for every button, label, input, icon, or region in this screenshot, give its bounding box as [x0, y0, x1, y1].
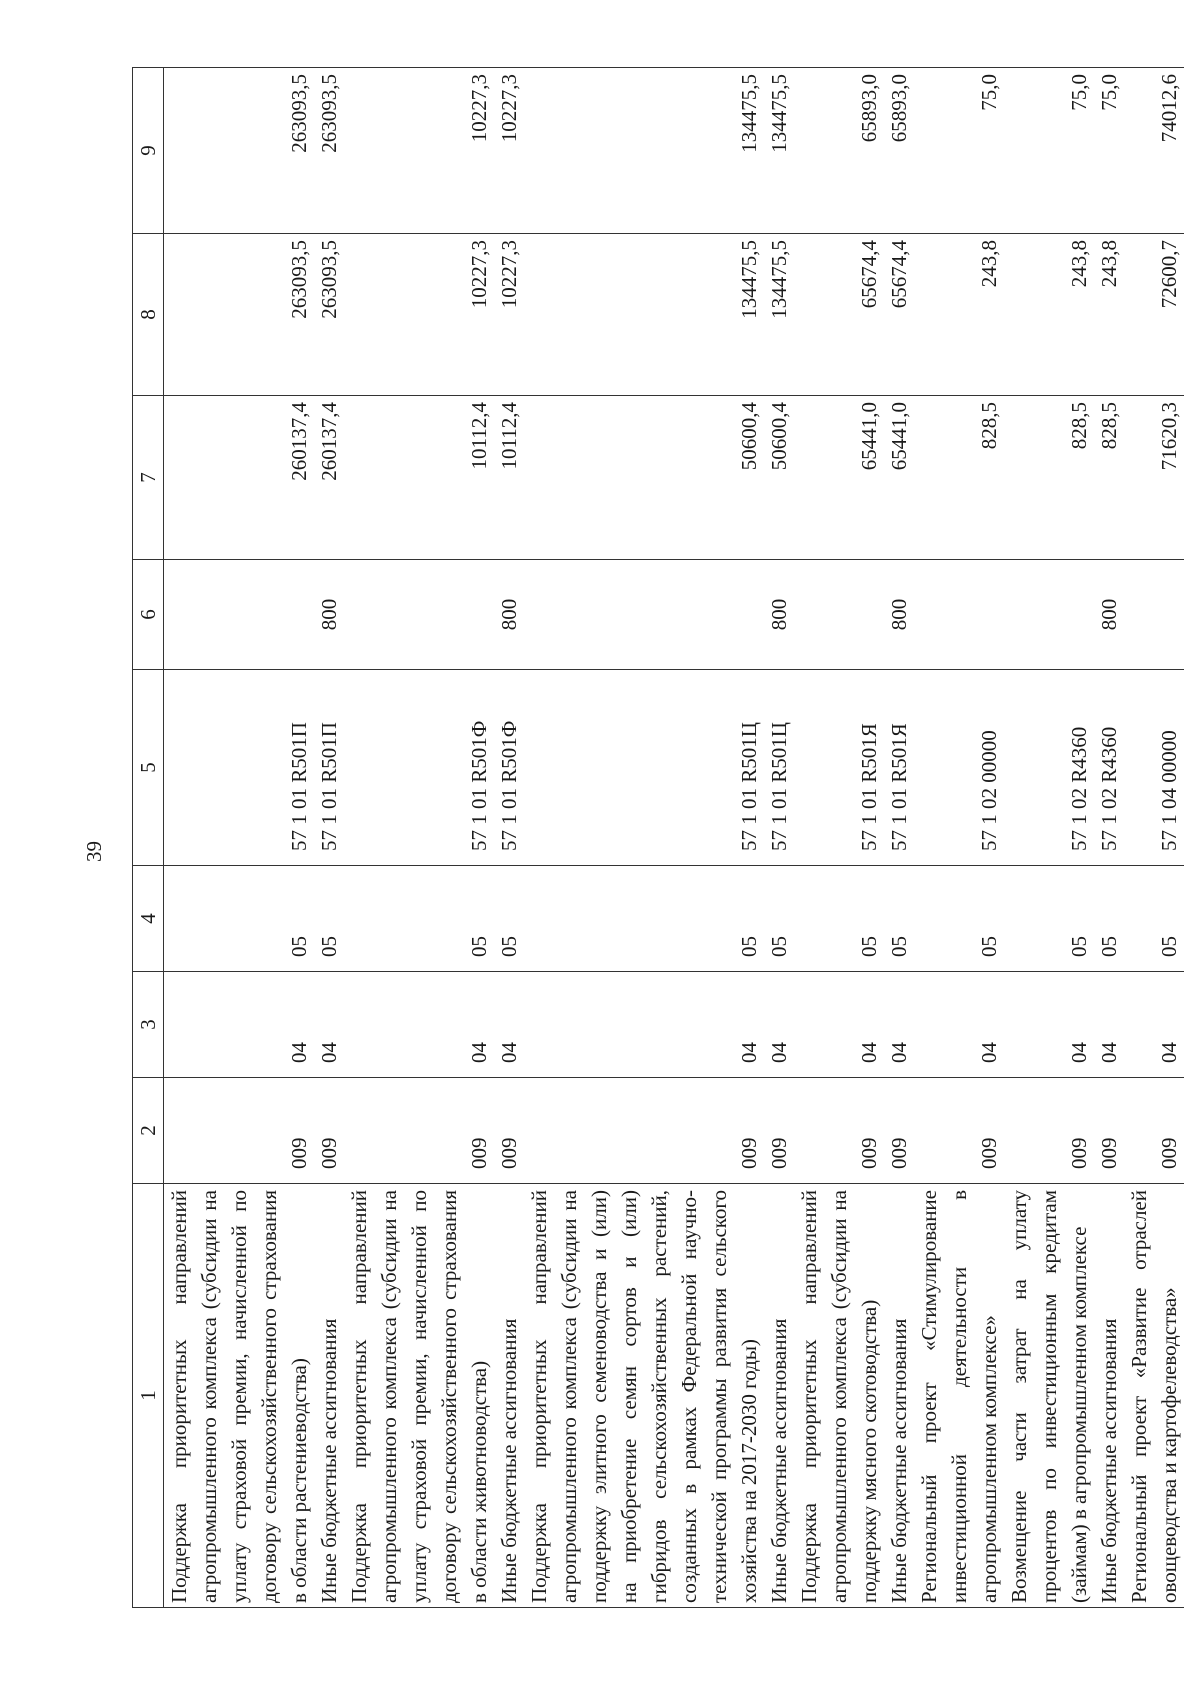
cell-col-7: 10112,4	[494, 396, 524, 560]
cell-col-4: 05	[764, 866, 794, 972]
cell-col-7: 260137,4	[164, 396, 315, 560]
table-row	[164, 68, 315, 1608]
header-col-8: 8	[133, 234, 164, 396]
cell-col-2: 009	[1124, 1078, 1184, 1184]
table-row	[794, 68, 884, 1608]
cell-col-4: 05	[314, 866, 344, 972]
cell-col-5: 57 1 01 R501Ф	[344, 670, 494, 866]
cell-col-6	[794, 560, 884, 670]
cell-col-8: 243,8	[1004, 234, 1094, 396]
rotated-page-content	[132, 0, 1200, 1608]
cell-col-5: 57 1 02 R4360	[1094, 670, 1124, 866]
cell-col-7: 65441,0	[884, 396, 914, 560]
table-row	[1124, 68, 1184, 1608]
cell-col-6	[344, 560, 494, 670]
cell-col-6	[164, 560, 315, 670]
cell-col-5: 57 1 01 R501П	[164, 670, 315, 866]
table-row	[1094, 68, 1124, 1608]
cell-col-6: 800	[884, 560, 914, 670]
cell-col-3: 04	[164, 972, 315, 1078]
cell-col-2: 009	[794, 1078, 884, 1184]
cell-col-3: 04	[764, 972, 794, 1078]
cell-col-4: 05	[884, 866, 914, 972]
cell-col-3: 04	[914, 972, 1004, 1078]
cell-col-4: 05	[914, 866, 1004, 972]
cell-col-2: 009	[494, 1078, 524, 1184]
cell-col-2: 009	[764, 1078, 794, 1184]
row-name: Иные бюджетные ассигнования	[1094, 1184, 1124, 1608]
cell-col-5: 57 1 01 R501Я	[794, 670, 884, 866]
cell-col-2: 009	[914, 1078, 1004, 1184]
header-col-2: 2	[133, 1078, 164, 1184]
cell-col-2: 009	[524, 1078, 764, 1184]
row-name: Региональный проект «Стимулирование инвестиционной деятельности в агропромышленном комплексе»	[914, 1184, 1004, 1608]
cell-col-9: 263093,5	[314, 68, 344, 234]
cell-col-5: 57 1 01 R501Я	[884, 670, 914, 866]
cell-col-9: 10227,3	[494, 68, 524, 234]
cell-col-6	[914, 560, 1004, 670]
cell-col-4: 05	[1094, 866, 1124, 972]
cell-col-7: 260137,4	[314, 396, 344, 560]
cell-col-9: 65893,0	[884, 68, 914, 234]
cell-col-7: 828,5	[1094, 396, 1124, 560]
row-name: Иные бюджетные ассигнования	[314, 1184, 344, 1608]
cell-col-8: 10227,3	[344, 234, 494, 396]
row-name: Возмещение части затрат на уплату процентов по инвестиционным кредитам (займам) в агропромышленном комплексе	[1004, 1184, 1094, 1608]
cell-col-4: 05	[164, 866, 315, 972]
cell-col-7: 50600,4	[764, 396, 794, 560]
table-row	[314, 68, 344, 1608]
table-row	[1004, 68, 1094, 1608]
table-row	[344, 68, 494, 1608]
cell-col-5: 57 1 01 R501Ф	[494, 670, 524, 866]
table-row	[494, 68, 524, 1608]
cell-col-5: 57 1 02 R4360	[1004, 670, 1094, 866]
cell-col-5: 57 1 01 R501Ц	[764, 670, 794, 866]
cell-col-2: 009	[1094, 1078, 1124, 1184]
cell-col-9: 263093,5	[164, 68, 315, 234]
cell-col-4: 05	[1004, 866, 1094, 972]
cell-col-4: 05	[524, 866, 764, 972]
cell-col-6	[524, 560, 764, 670]
cell-col-5: 57 1 01 R501П	[314, 670, 344, 866]
row-name: Иные бюджетные ассигнования	[884, 1184, 914, 1608]
cell-col-5: 57 1 02 00000	[914, 670, 1004, 866]
header-col-1: 1	[133, 1184, 164, 1608]
table-row	[764, 68, 794, 1608]
cell-col-2: 009	[884, 1078, 914, 1184]
cell-col-3: 04	[884, 972, 914, 1078]
cell-col-3: 04	[1004, 972, 1094, 1078]
cell-col-3: 04	[314, 972, 344, 1078]
row-name: Региональный проект «Развитие отраслей овощеводства и картофелеводства»	[1124, 1184, 1184, 1608]
cell-col-4: 05	[344, 866, 494, 972]
cell-col-4: 05	[1124, 866, 1184, 972]
cell-col-9: 75,0	[914, 68, 1004, 234]
header-col-9: 9	[133, 68, 164, 234]
cell-col-8: 134475,5	[764, 234, 794, 396]
cell-col-7: 50600,4	[524, 396, 764, 560]
cell-col-6: 800	[764, 560, 794, 670]
cell-col-9: 74012,6	[1124, 68, 1184, 234]
header-col-7: 7	[133, 396, 164, 560]
cell-col-8: 65674,4	[794, 234, 884, 396]
cell-col-8: 263093,5	[164, 234, 315, 396]
cell-col-3: 04	[1094, 972, 1124, 1078]
cell-col-5: 57 1 01 R501Ц	[524, 670, 764, 866]
cell-col-5: 57 1 04 00000	[1124, 670, 1184, 866]
cell-col-7: 65441,0	[794, 396, 884, 560]
cell-col-6: 800	[314, 560, 344, 670]
cell-col-3: 04	[344, 972, 494, 1078]
cell-col-9: 65893,0	[794, 68, 884, 234]
header-col-5: 5	[133, 670, 164, 866]
cell-col-8: 10227,3	[494, 234, 524, 396]
cell-col-9: 75,0	[1094, 68, 1124, 234]
cell-col-3: 04	[794, 972, 884, 1078]
table-row	[884, 68, 914, 1608]
cell-col-7: 10112,4	[344, 396, 494, 560]
cell-col-8: 65674,4	[884, 234, 914, 396]
cell-col-3: 04	[524, 972, 764, 1078]
cell-col-8: 72600,7	[1124, 234, 1184, 396]
cell-col-6	[1004, 560, 1094, 670]
cell-col-4: 05	[794, 866, 884, 972]
row-name: Иные бюджетные ассигнования	[494, 1184, 524, 1608]
row-name: Поддержка приоритетных направлений агропромышленного комплекса (субсидии на поддержку элитного семеноводства и (или) на приобретение семян сортов и (или) гибридов сельскохозяйственных растений, созданных в рамках Федеральной научно-технической программы развития сельского хозяйства на 2017-2030 годы)	[524, 1184, 764, 1608]
header-col-3: 3	[133, 972, 164, 1078]
page-number: 39	[82, 841, 106, 862]
header-row	[133, 68, 164, 1608]
table-row	[914, 68, 1004, 1608]
cell-col-6	[1124, 560, 1184, 670]
cell-col-2: 009	[344, 1078, 494, 1184]
row-name: Поддержка приоритетных направлений агропромышленного комплекса (субсидии на уплату страховой премии, начисленной по договору сельскохозяйственного страхования в области растениеводства)	[164, 1184, 315, 1608]
cell-col-7: 828,5	[1004, 396, 1094, 560]
cell-col-3: 04	[1124, 972, 1184, 1078]
cell-col-8: 243,8	[1094, 234, 1124, 396]
cell-col-2: 009	[314, 1078, 344, 1184]
cell-col-4: 05	[494, 866, 524, 972]
cell-col-7: 71620,3	[1124, 396, 1184, 560]
cell-col-8: 263093,5	[314, 234, 344, 396]
header-col-4: 4	[133, 866, 164, 972]
header-col-6: 6	[133, 560, 164, 670]
cell-col-2: 009	[164, 1078, 315, 1184]
cell-col-7: 828,5	[914, 396, 1004, 560]
cell-col-6: 800	[1094, 560, 1124, 670]
cell-col-6: 800	[494, 560, 524, 670]
cell-col-9: 10227,3	[344, 68, 494, 234]
row-name: Поддержка приоритетных направлений агропромышленного комплекса (субсидии на поддержку мясного скотоводства)	[794, 1184, 884, 1608]
cell-col-9: 134475,5	[524, 68, 764, 234]
cell-col-9: 134475,5	[764, 68, 794, 234]
budget-table	[132, 67, 1184, 1608]
cell-col-3: 04	[494, 972, 524, 1078]
row-name: Иные бюджетные ассигнования	[764, 1184, 794, 1608]
cell-col-2: 009	[1004, 1078, 1094, 1184]
cell-col-9: 75,0	[1004, 68, 1094, 234]
cell-col-8: 134475,5	[524, 234, 764, 396]
cell-col-8: 243,8	[914, 234, 1004, 396]
row-name: Поддержка приоритетных направлений агропромышленного комплекса (субсидии на уплату страховой премии, начисленной по договору сельскохозяйственного страхования в области животноводства)	[344, 1184, 494, 1608]
table-row	[524, 68, 764, 1608]
